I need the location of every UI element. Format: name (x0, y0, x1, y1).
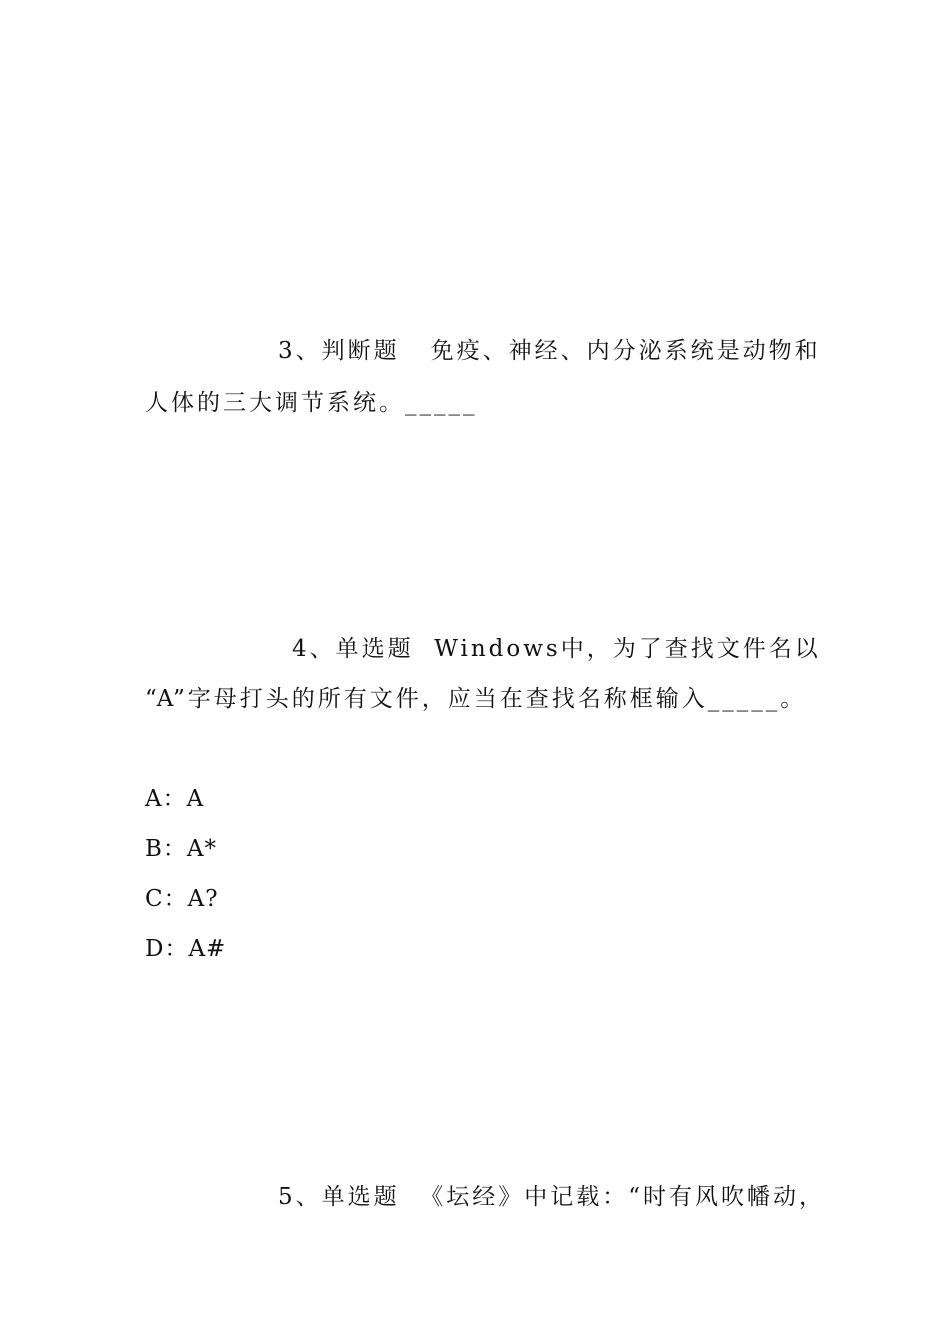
question-4-line-1: 4、单选题 Windows中，为了查找文件名以 (292, 636, 821, 662)
question-4-option-a: A：A (145, 786, 205, 812)
question-4-option-d: D：A# (145, 936, 227, 962)
question-4-line-2: “A”字母打头的所有文件，应当在查找名称框输入_____。 (145, 686, 807, 712)
question-4-option-c: C：A? (145, 886, 219, 912)
question-3-line-2: 人体的三大调节系统。_____ (145, 390, 478, 416)
question-5-line-1: 5、单选题 《坛经》中记载：“时有风吹幡动， (278, 1184, 826, 1210)
question-4-option-b: B：A* (145, 836, 218, 862)
question-3-line-1: 3、判断题 免疫、神经、内分泌系统是动物和 (278, 338, 821, 364)
